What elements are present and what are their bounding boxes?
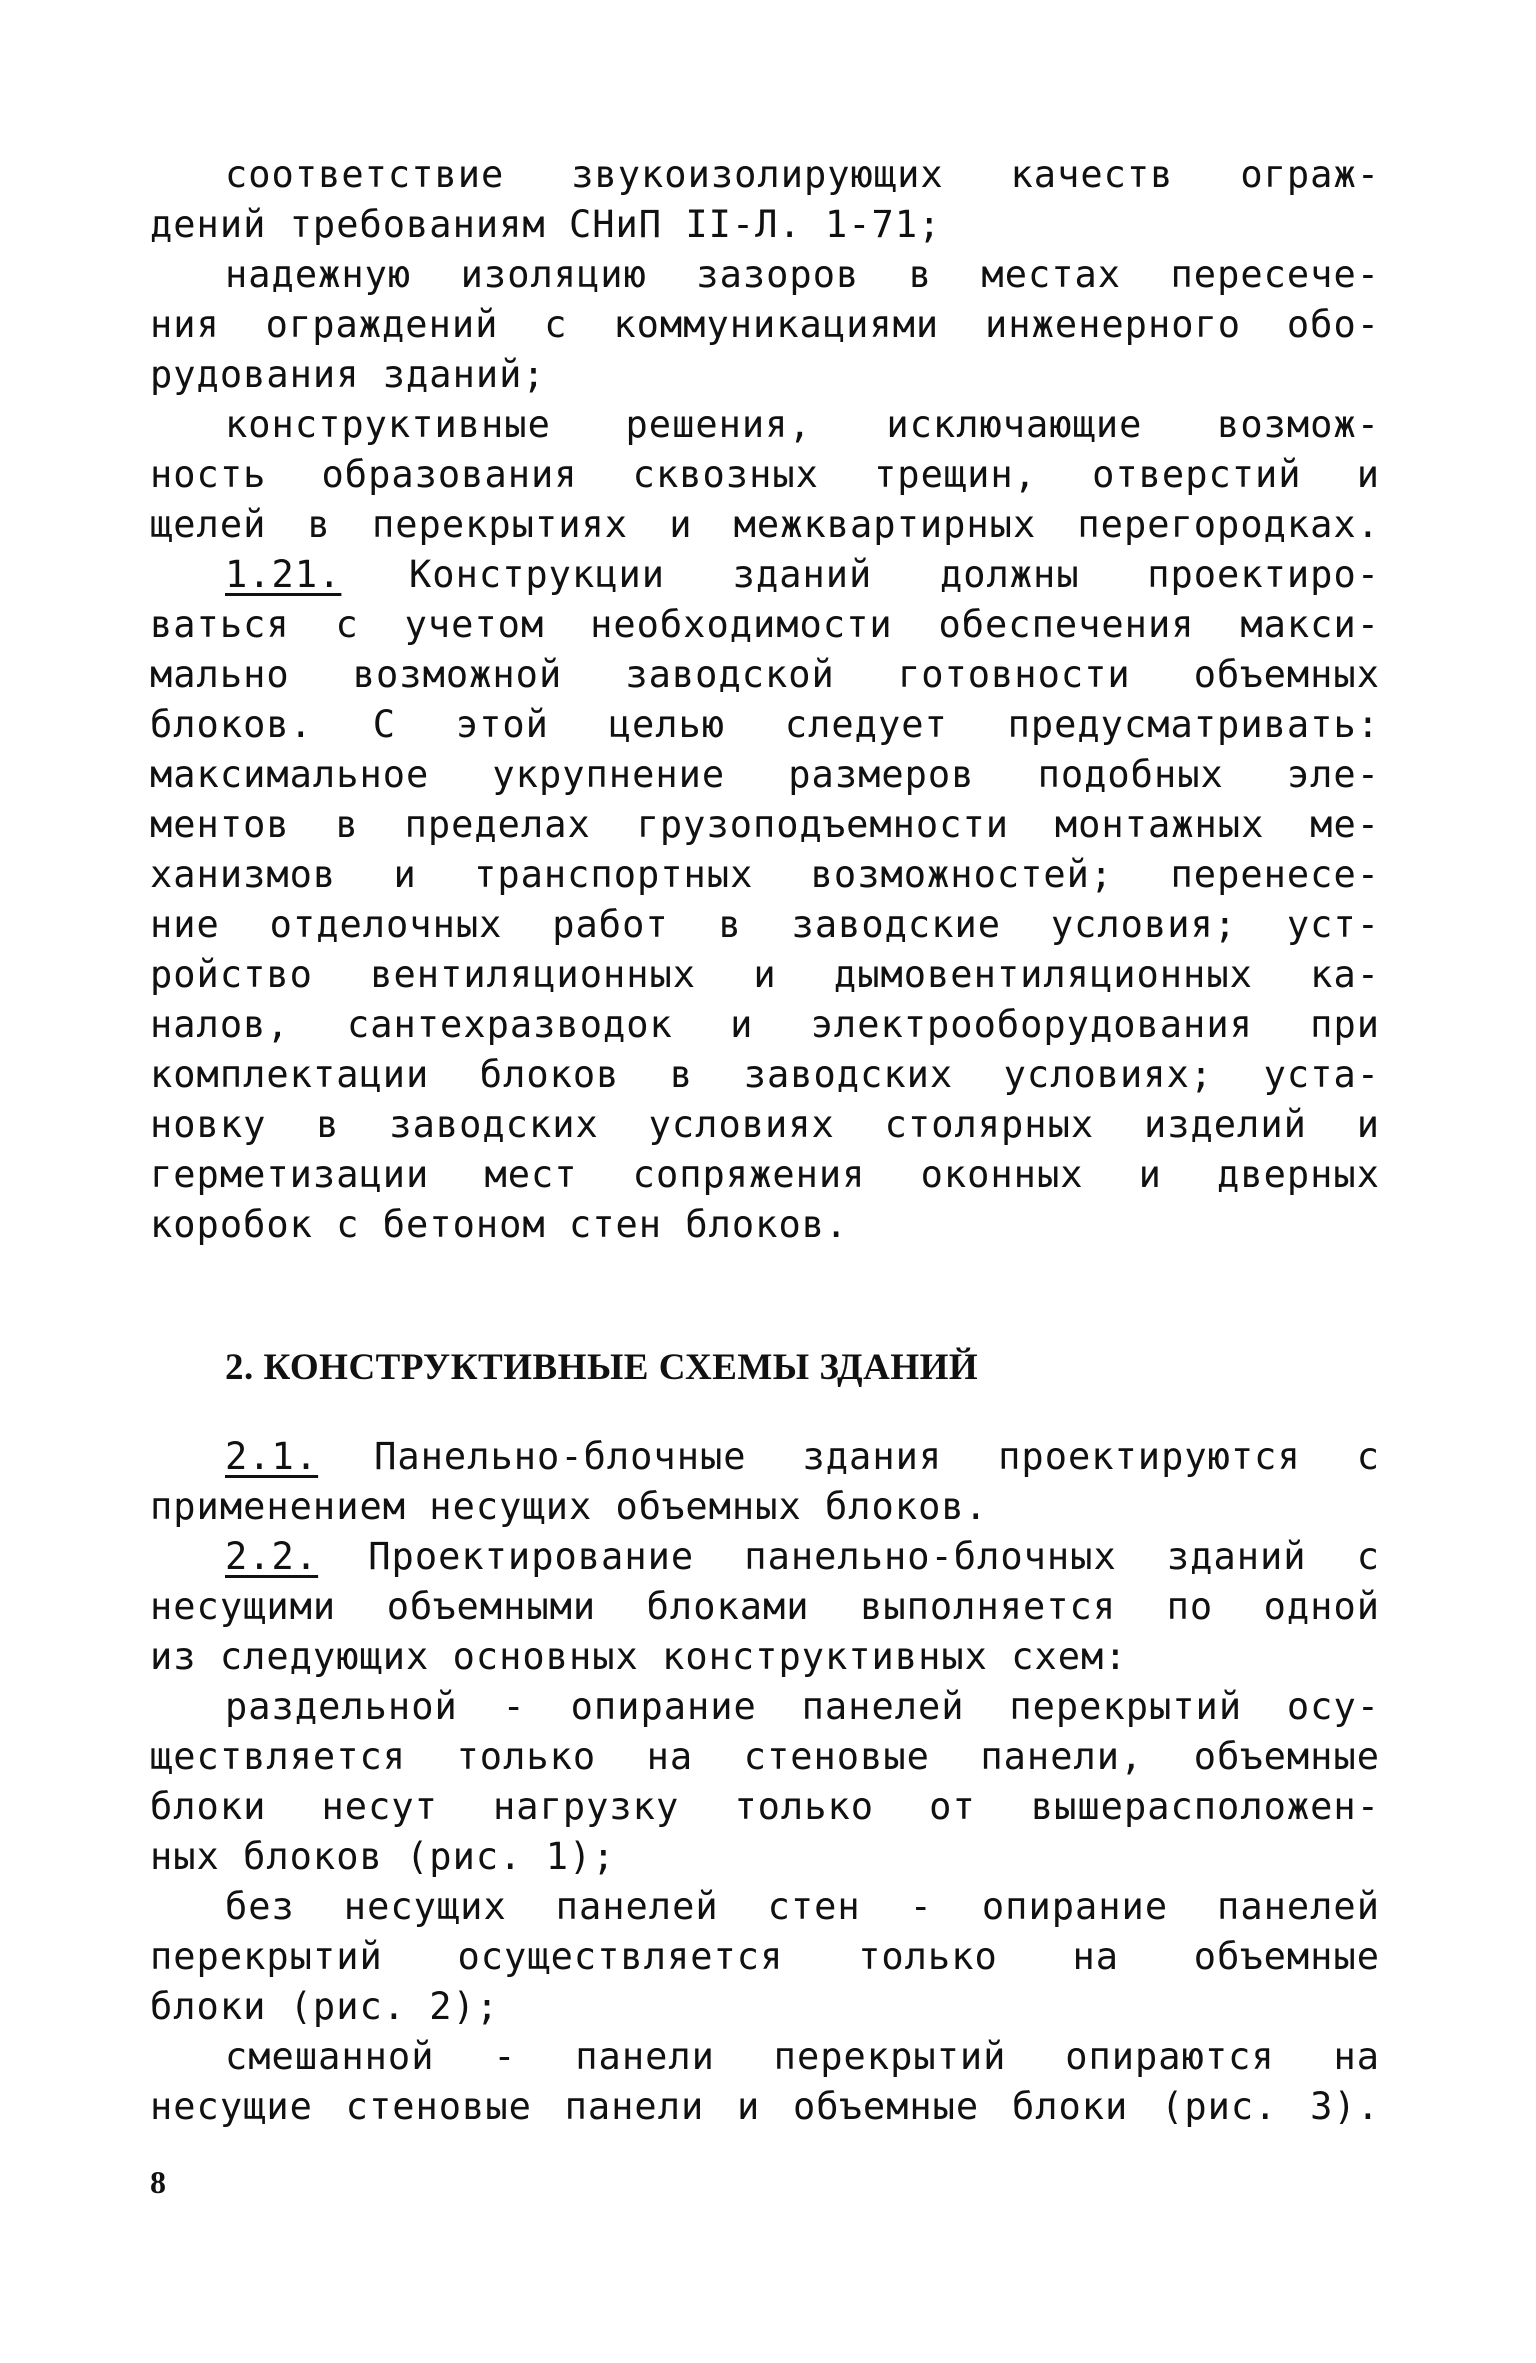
text-line: смешанной - панели перекрытий опираются на <box>225 2035 1380 2078</box>
text-line: применением несущих объемных блоков. <box>150 1485 988 1528</box>
text-line: соответствие звукоизолирующих качеств ограж- <box>225 153 1380 196</box>
text-line: ройство вентиляционных и дымовентиляционных ка- <box>150 953 1380 996</box>
text-line: ваться с учетом необходимости обеспечения макси- <box>150 603 1380 646</box>
text-line: конструктивные решения, исключающие возмож- <box>225 403 1380 446</box>
text-line: раздельной - опирание панелей перекрытий осу- <box>225 1685 1380 1728</box>
text-line: ность образования сквозных трещин, отверстий и <box>150 453 1380 496</box>
text-line: перекрытий осуществляется только на объемные <box>150 1935 1380 1978</box>
section-2-1-first-line <box>225 1432 1380 1482</box>
text-line: блоки несут нагрузку только от вышерасположен- <box>150 1785 1380 1828</box>
text-line: несущими объемными блоками выполняется по одной <box>150 1585 1380 1628</box>
section-2-2-first-line <box>225 1532 1380 1582</box>
text-line: мально возможной заводской готовности объемных <box>150 653 1380 696</box>
text-line: дений требованиям СНиП II-Л. 1-71; <box>150 203 942 246</box>
text-line: ментов в пределах грузоподъемности монтажных ме- <box>150 803 1380 846</box>
text-line: ние отделочных работ в заводские условия; уст- <box>150 903 1380 946</box>
text-line: несущие стеновые панели и объемные блоки (рис. 3). <box>150 2085 1380 2128</box>
text-fragment: Конструкции зданий должны проектиро- <box>409 553 1380 596</box>
section-number: 1.21. <box>225 553 342 596</box>
text-line: блоки (рис. 2); <box>150 1985 500 2028</box>
text-line: ния ограждений с коммуникациями инженерного обо- <box>150 303 1380 346</box>
text-line: новку в заводских условиях столярных изделий и <box>150 1103 1380 1146</box>
text-fragment: Проектирование панельно-блочных зданий с <box>368 1535 1380 1578</box>
text-line: из следующих основных конструктивных схем: <box>150 1635 1128 1678</box>
text-line: налов, сантехразводок и электрооборудования при <box>150 1003 1380 1046</box>
text-line: ных блоков (рис. 1); <box>150 1835 616 1878</box>
text-line: ханизмов и транспортных возможностей; перенесе- <box>150 853 1380 896</box>
section-heading: 2. КОНСТРУКТИВНЫЕ СХЕМЫ ЗДАНИЙ <box>225 1347 979 1388</box>
text-line: без несущих панелей стен - опирание панелей <box>225 1885 1380 1928</box>
text-fragment: Панельно-блочные здания проектируются с <box>374 1435 1381 1478</box>
text-line: комплектации блоков в заводских условиях; уста- <box>150 1053 1380 1096</box>
text-line: надежную изоляцию зазоров в местах пересече- <box>225 253 1380 296</box>
text-line: максимальное укрупнение размеров подобных эле- <box>150 753 1380 796</box>
text-line: герметизации мест сопряжения оконных и дверных <box>150 1153 1380 1196</box>
text-line: щелей в перекрытиях и межквартирных перегородках. <box>150 503 1380 546</box>
section-number: 2.1. <box>225 1435 319 1478</box>
text-line: ществляется только на стеновые панели, объемные <box>150 1735 1380 1778</box>
section-number: 2.2. <box>225 1535 319 1578</box>
text-line: рудования зданий; <box>150 353 546 396</box>
section-1-21-first-line <box>225 550 1380 600</box>
text-line: коробок с бетоном стен блоков. <box>150 1203 849 1246</box>
page-number: 8 <box>150 2164 166 2200</box>
text-line: блоков. С этой целью следует предусматривать: <box>150 703 1380 746</box>
